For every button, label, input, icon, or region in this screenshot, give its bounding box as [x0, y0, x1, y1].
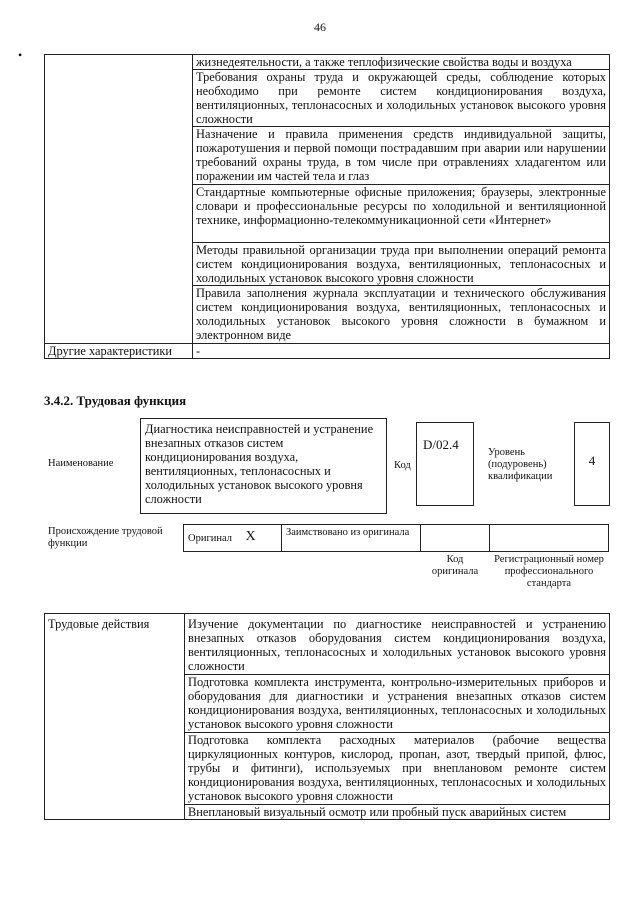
origin-table	[183, 524, 609, 592]
table-cell: жизнедеятельности, а также теплофизические свойства воды и воздуха	[193, 55, 610, 70]
other-characteristics-label: Другие характеристики	[45, 344, 193, 359]
table-cell: Методы правильной организации труда при выполнении операций ремонта систем кондиционирования воздуха, вентиляционных, теплонасосных и холодильных установок высокого уровня сложности	[193, 243, 610, 286]
code-label: Код	[394, 460, 411, 471]
code-original-caption: Код оригинала	[431, 554, 479, 577]
table-cell: Стандартные компьютерные офисные приложения; браузеры, электронные словари и профессиональные ресурсы по холодильной и вентиляционной технике, информационно-телекоммуникационной сети «Интернет»	[193, 185, 610, 243]
function-code: D/02.4	[416, 422, 474, 506]
original-label: Оригинал	[184, 525, 242, 552]
table-label-cell	[45, 55, 193, 344]
qualification-level: 4	[574, 422, 610, 506]
action-item: Подготовка комплекта инструмента, контрольно-измерительных приборов и оборудования для диагностики и устранения внезапных отказов систем кондиционирования воздуха, вентиляционных, теплонасосных и холодильных установок высокого уровня сложности	[185, 675, 610, 733]
actions-label: Трудовые действия	[45, 614, 185, 820]
origin-label: Происхождение трудовой функции	[48, 526, 163, 549]
action-item: Внеплановый визуальный осмотр или пробный пуск аварийных систем	[185, 805, 610, 820]
section-heading: 3.4.2. Трудовая функция	[44, 393, 187, 408]
knowledge-table	[44, 54, 610, 359]
reg-number-cell	[490, 525, 609, 552]
table-cell: Назначение и правила применения средств индивидуальной защиты, пожаротушения и первой помощи пострадавшим при аварии или нарушении требований охраны труда, в том числе при отравлениях хладагентом или поражении им частей тела и глаз	[193, 127, 610, 185]
level-label: Уровень (подуровень) квалификации	[488, 447, 553, 482]
page-number: 46	[314, 20, 326, 34]
borrowed-label: Заимствовано из оригинала	[282, 525, 421, 552]
table-cell: Правила заполнения журнала эксплуатации и технического обслуживания систем кондиционирования воздуха, вентиляционных, теплонасосных и холодильных установок высокого уровня сложности в бумажном и электронном виде	[193, 286, 610, 344]
original-mark: X	[242, 525, 282, 552]
reg-number-caption: Регистрационный номер профессионального стандарта	[494, 554, 604, 589]
action-item: Подготовка комплекта расходных материалов (рабочие вещества циркуляционных контуров, кислород, пропан, азот, твердый припой, флюс, трубы и фитинги), используемых при внеплановом ремонте систем кондиционирования воздуха, вентиляционных, теплонасосных и холодильных установок высокого уровня сложности	[185, 733, 610, 805]
function-name: Диагностика неисправностей и устранение внезапных отказов систем кондиционирования воздуха, вентиляционных, теплонасосных и холодильных установок высокого уровня сложности	[140, 418, 387, 514]
margin-mark: •	[18, 48, 23, 62]
code-original-cell	[421, 525, 490, 552]
actions-table	[44, 613, 610, 820]
table-cell: Требования охраны труда и окружающей среды, соблюдение которых необходимо при ремонте систем кондиционирования воздуха, вентиляционных, теплонасосных и холодильных установок высокого уровня сложности	[193, 70, 610, 127]
action-item: Изучение документации по диагностике неисправностей и устранению внезапных отказов оборудования систем кондиционирования воздуха, вентиляционных, теплонасосных и холодильных установок высокого уровня сложности	[185, 614, 610, 675]
other-characteristics-value: -	[193, 344, 610, 359]
name-label: Наименование	[48, 458, 114, 469]
